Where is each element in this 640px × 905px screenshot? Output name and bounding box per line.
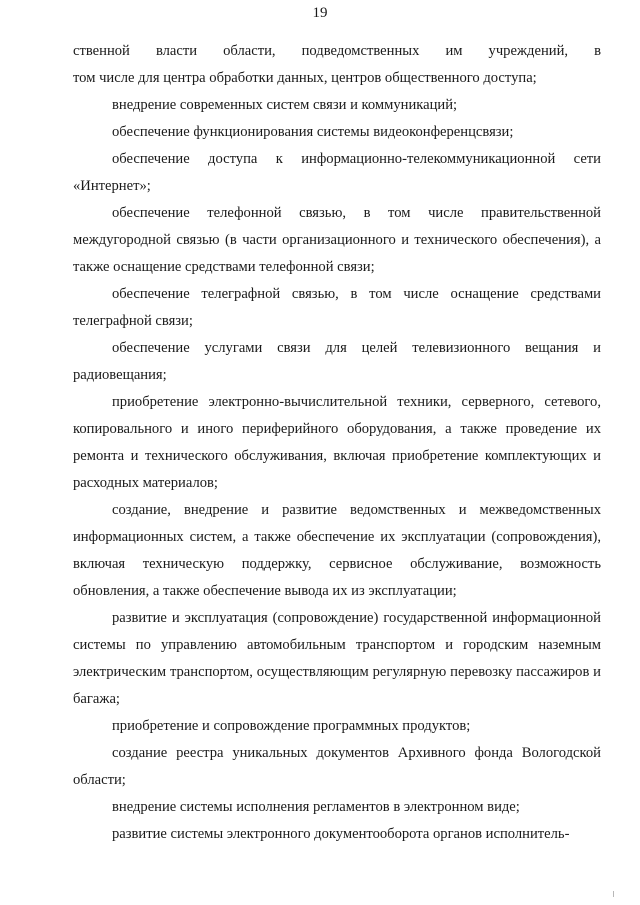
paragraph: обеспечение телефонной связью, в том числе правительственной междугородной связью (в части организационного и технического обеспечения), а также оснащение средствами телефонной связи; [73, 205, 601, 275]
word: области, [223, 43, 276, 59]
document-body [73, 38, 601, 848]
paragraph: внедрение современных систем связи и коммуникаций; [112, 97, 458, 113]
paragraph: обеспечение функционирования системы видеоконференцсвязи; [112, 124, 514, 140]
paragraph: развитие системы электронного документооборота органов исполнитель- [112, 826, 570, 842]
paragraph: развитие и эксплуатация (сопровождение) государственной информационной системы по управлению автомобильным транспортом и городским наземным электрическим транспортом, осуществляющим регулярную перевозку пассажиров и багажа; [73, 610, 601, 707]
word: учреждений, [488, 43, 569, 59]
continued-line [73, 38, 601, 65]
word: в [594, 43, 601, 59]
word: власти [155, 43, 198, 59]
paragraph: обеспечение телеграфной связью, в том числе оснащение средствами телеграфной связи; [73, 286, 601, 329]
continued-paragraph-tail: том числе для центра обработки данных, центров общественного доступа; [73, 70, 537, 86]
paragraph: приобретение электронно-вычислительной техники, серверного, сетевого, копировального и иного периферийного оборудования, а также проведение их ремонта и технического обслуживания, включая приобретение комплектующих и расходных материалов; [73, 394, 601, 491]
paragraph: создание, внедрение и развитие ведомственных и межведомственных информационных систем, а также обеспечение их эксплуатации (сопровождения), включая техническую поддержку, сервисное обслуживание, возможность обновления, а также обеспечение вывода их из эксплуатации; [73, 502, 601, 599]
paragraph: создание реестра уникальных документов Архивного фонда Вологодской области; [73, 745, 601, 788]
paragraph: приобретение и сопровождение программных продуктов; [112, 718, 471, 734]
scan-edge-mark [613, 891, 614, 897]
paragraph: внедрение системы исполнения регламентов в электронном виде; [112, 799, 520, 815]
word: подведомственных [301, 43, 420, 59]
page-number: 19 [312, 5, 328, 21]
paragraph: обеспечение доступа к информационно-телекоммуникационной сети «Интернет»; [73, 151, 601, 194]
word: им [445, 43, 463, 59]
paragraph: обеспечение услугами связи для целей телевизионного вещания и радиовещания; [73, 340, 601, 383]
word: ственной [73, 43, 130, 59]
